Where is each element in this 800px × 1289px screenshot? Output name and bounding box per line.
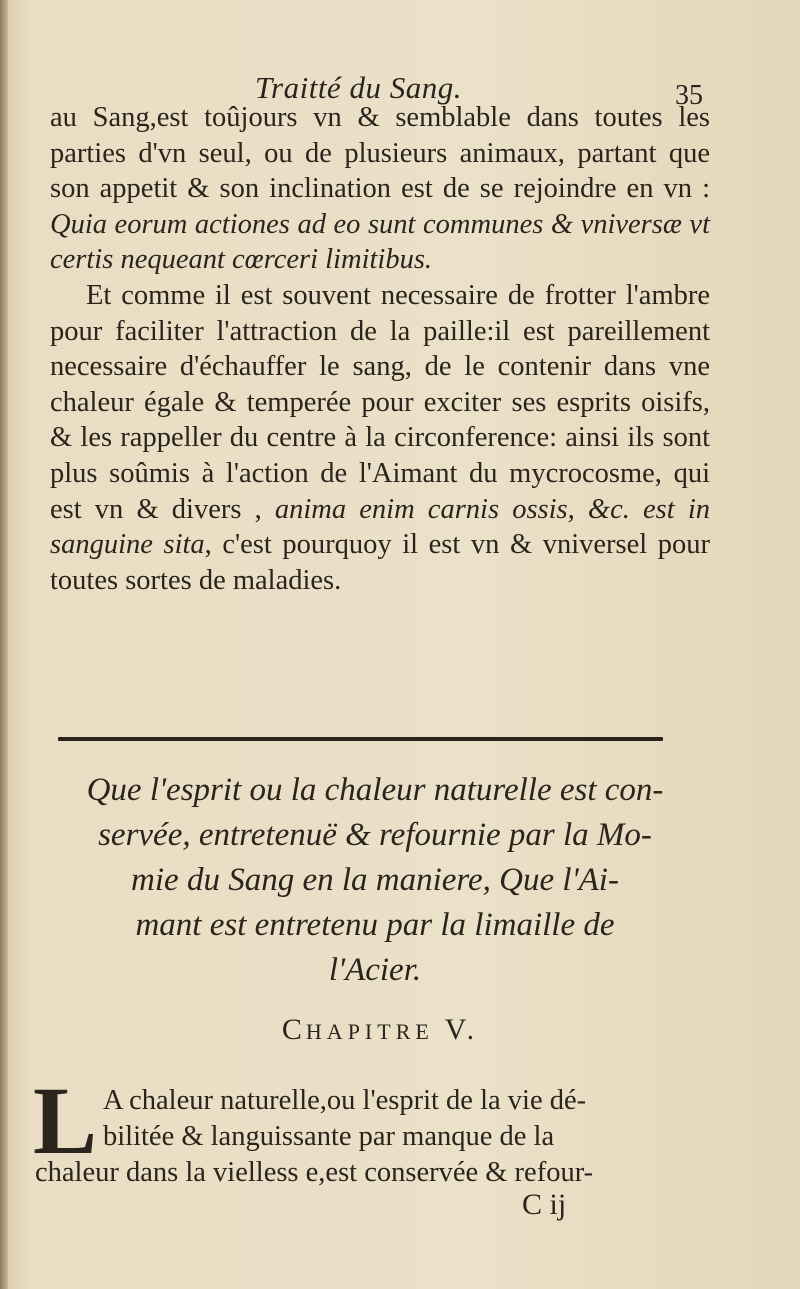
chapter-heading-line: servée, entretenuë & refournie par la Mo-: [98, 817, 652, 853]
chapter-number-roman: V.: [444, 1013, 479, 1046]
chapter-heading: [45, 768, 705, 993]
paragraph-2-tail: , c'est pourquoy il est vn & vniversel pour toutes sortes de maladies.: [50, 529, 710, 596]
chapter-heading-line: Que l'esprit ou la chaleur naturelle est con-: [86, 772, 664, 808]
drop-cap: L: [33, 1067, 98, 1174]
paragraph-1: [50, 100, 710, 278]
running-title: Traitté du Sang.: [255, 70, 462, 105]
chapter-number: [0, 1013, 760, 1047]
chapter-text-line: chaleur dans la vielless e,est conservée & refour-: [35, 1157, 594, 1188]
paragraph-2-text: Et comme il est souvent necessaire de frotter l'ambre pour faciliter l'attraction de la paille:il est pareillement necessaire d'échauffer le sang, de le contenir dans vne chaleur égale & temperée pour exciter ses esprits oisifs, & les rappeller du centre à la circonference: ainsi ils sont plus soûmis à l'action de l'Aimant du mycrocosme, qui est vn & divers ,: [50, 279, 710, 525]
chapter-text-line: bilitée & languissante par manque de la: [103, 1121, 555, 1152]
chapter-heading-line: mie du Sang en la maniere, Que l'Ai-: [131, 862, 619, 898]
page-binding-edge: [0, 0, 8, 1289]
page-number: 35: [675, 80, 703, 111]
paragraph-1-latin-quote: Quia eorum actiones ad eo sunt communes & vniversæ vt certis nequeant cœrceri limitibus.: [50, 208, 710, 276]
signature-catchword: C ij: [522, 1188, 567, 1221]
chapter-heading-line: mant est entretenu par la limaille de: [135, 907, 615, 943]
paragraph-1-text: au Sang,est toûjours vn & semblable dans toutes les parties d'vn seul, ou de plusieurs animaux, partant que son appetit & son inclination est de se rejoindre en vn :: [50, 102, 710, 205]
chapter-heading-line: l'Acier.: [328, 952, 422, 988]
chapter-text: [35, 1083, 680, 1191]
chapter-number-word: HAPITRE: [305, 1019, 434, 1044]
chapter-number-initial: C: [281, 1013, 306, 1046]
paragraph-2: [50, 278, 710, 598]
body-text: [50, 100, 710, 598]
paragraph-2-latin-quote: anima enim carnis ossis, &c. est in sanguine sita: [50, 493, 710, 561]
section-divider-rule: [58, 737, 663, 741]
chapter-text-line: A chaleur naturelle,ou l'esprit de la vie dé-: [103, 1085, 587, 1116]
